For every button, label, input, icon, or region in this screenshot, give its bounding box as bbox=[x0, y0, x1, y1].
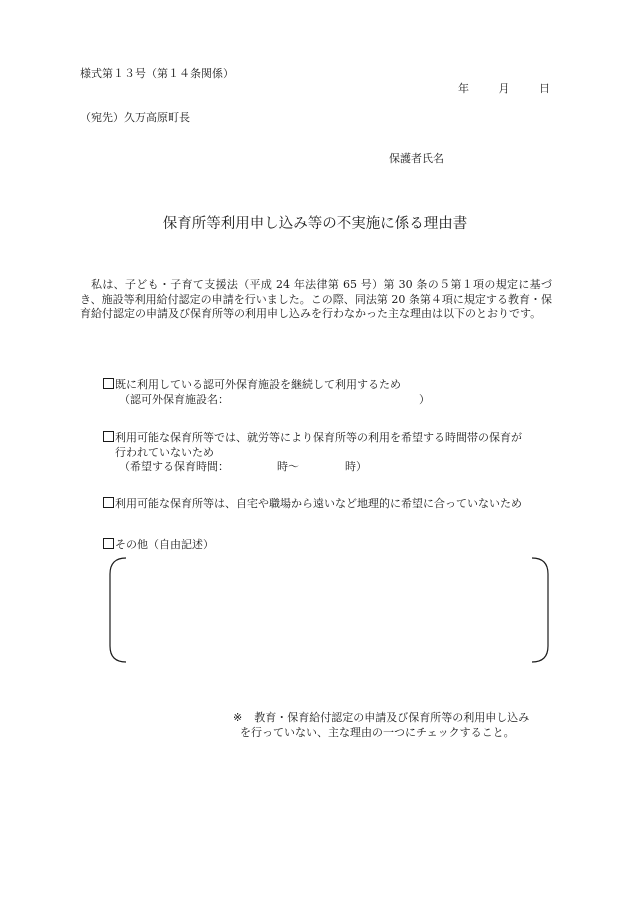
option-hours-label-line2: 行われていないため bbox=[115, 445, 214, 459]
document-title: 保育所等利用申し込み等の不実施に係る理由書 bbox=[162, 216, 468, 232]
facility-name-close: ） bbox=[419, 392, 430, 406]
option-location-label: 利用可能な保育所等は、自宅や職場から遠いなど地理的に希望に合っていないため bbox=[115, 497, 522, 510]
hours-to-suffix: 時） bbox=[345, 460, 367, 473]
addressee: （宛先）久万高原町長 bbox=[80, 111, 190, 124]
date-year-label: 年 bbox=[458, 82, 469, 95]
statement-paragraph: 私は、子ども・子育て支援法（平成 24 年法律第 65 号）第 30 条の５第１項の規定に基づき、施設等利用給付認定の申請を行いました。この際、同法第 20 条第４項に規定する教育・保育給付認定の申請及び保育所等の利用申し込みを行わなかった主な理由は以下のとおりです。 bbox=[80, 278, 552, 320]
option-location bbox=[103, 497, 555, 512]
hours-label: （希望する保育時間： bbox=[119, 460, 229, 473]
date-line bbox=[458, 82, 550, 96]
option-existing-facility-checkbox[interactable] bbox=[103, 378, 114, 389]
option-existing-facility bbox=[103, 378, 555, 407]
note-line1: 教育・保育給付認定の申請及び保育所等の利用申し込み bbox=[254, 711, 530, 724]
option-existing-facility-label: 既に利用している認可外保育施設を継続して利用するため bbox=[115, 378, 401, 391]
option-other-checkbox[interactable] bbox=[103, 538, 114, 549]
option-hours-checkbox[interactable] bbox=[103, 431, 114, 442]
option-hours-label-line1: 利用可能な保育所等では、就労等により保育所等の利用を希望する時間帯の保育が bbox=[115, 431, 522, 444]
note-line2: を行っていない、主な理由の一つにチェックすること。 bbox=[240, 725, 515, 739]
option-other-label: その他（自由記述） bbox=[115, 538, 214, 551]
guardian-name-label: 保護者氏名 bbox=[389, 152, 444, 165]
date-month-label: 月 bbox=[498, 82, 510, 95]
option-hours bbox=[103, 431, 555, 475]
free-text-bracket[interactable] bbox=[108, 556, 550, 664]
note bbox=[233, 711, 558, 740]
right-bracket bbox=[532, 558, 548, 662]
form-number: 様式第１３号（第１４条関係） bbox=[80, 67, 234, 80]
note-mark: ※ bbox=[233, 711, 243, 724]
date-day-label: 日 bbox=[539, 82, 550, 95]
option-location-checkbox[interactable] bbox=[103, 497, 114, 508]
hours-from-suffix: 時〜 bbox=[277, 460, 299, 473]
left-bracket bbox=[110, 558, 126, 662]
option-other bbox=[103, 538, 555, 553]
facility-name-label: （認可外保育施設名： bbox=[119, 392, 229, 406]
